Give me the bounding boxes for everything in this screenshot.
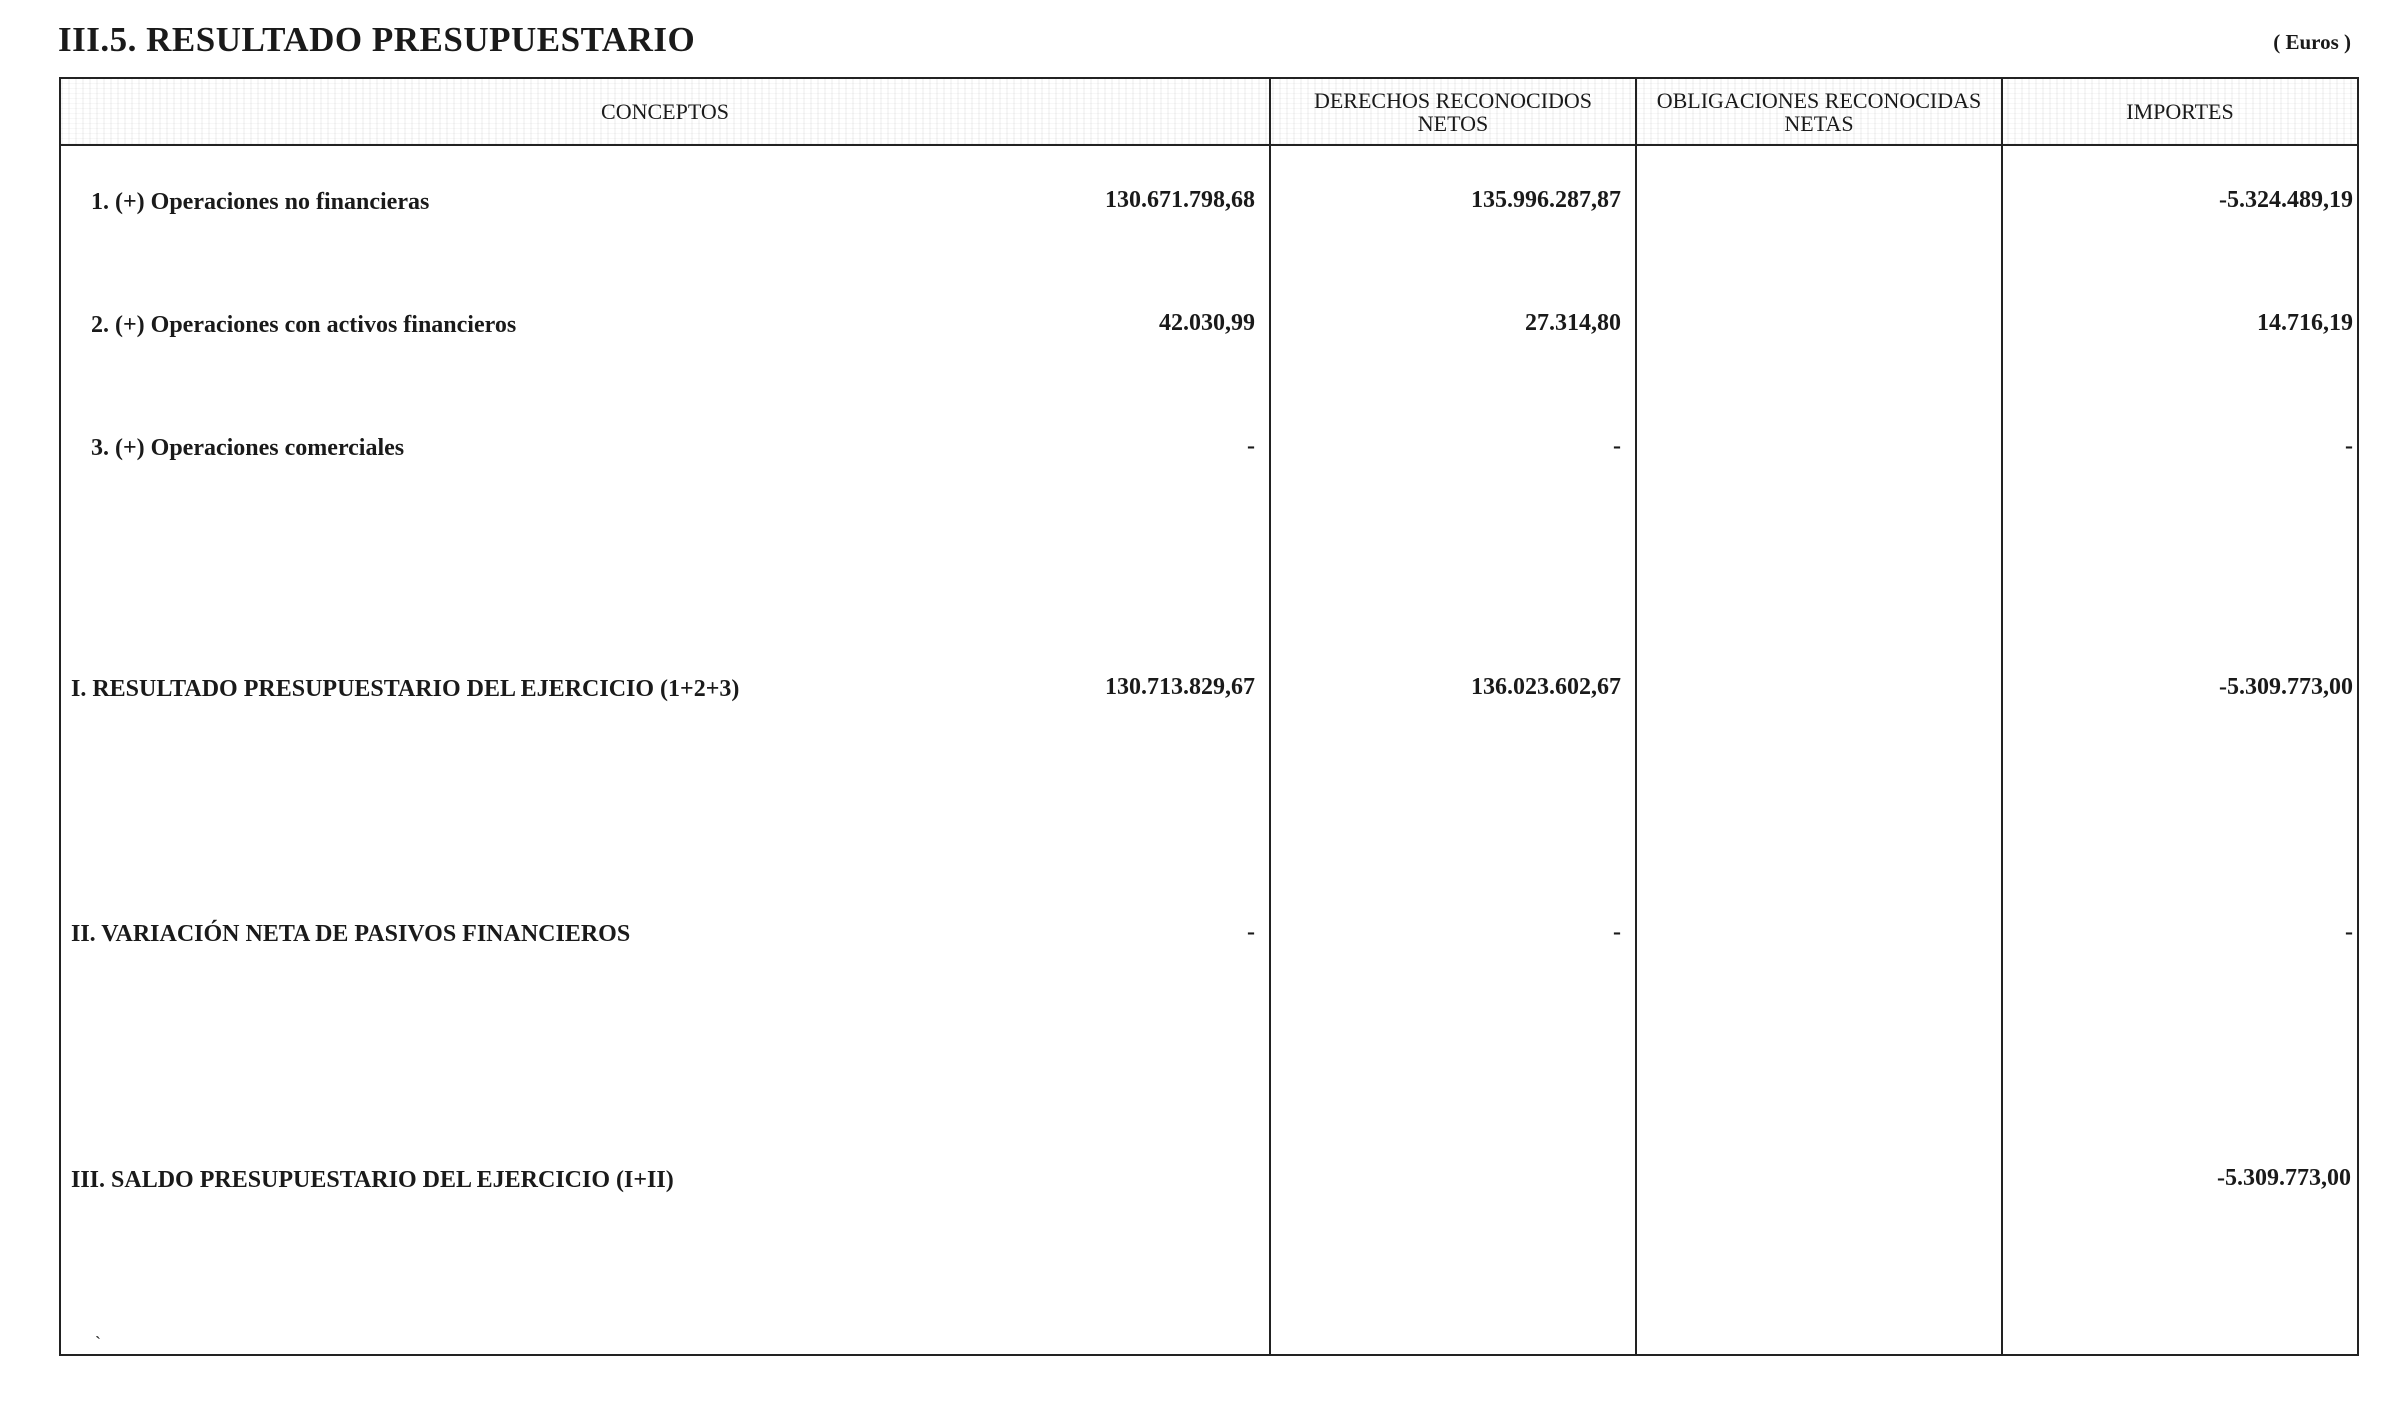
row-importe-value: -5.324.489,19: [2219, 187, 2353, 213]
row-concepto: 3. (+) Operaciones comerciales: [91, 435, 405, 461]
row-concepto: II. VARIACIÓN NETA DE PASIVOS FINANCIEROS: [71, 921, 631, 947]
row-obligaciones-value: 27.314,80: [1525, 310, 1621, 336]
column-header-importes-label: IMPORTES: [2126, 99, 2234, 124]
column-header-importes: [2003, 79, 2357, 144]
budget-result-table: [59, 77, 2359, 1356]
row-obligaciones-value: -: [1613, 433, 1621, 459]
row-derechos-value: -: [1247, 433, 1255, 459]
table-header-row: [61, 79, 2357, 146]
page-title: III.5. RESULTADO PRESUPUESTARIO: [58, 20, 696, 59]
column-divider: [2001, 79, 2003, 1354]
column-header-conceptos-label: CONCEPTOS: [601, 99, 729, 124]
row-obligaciones-value: -: [1613, 919, 1621, 945]
row-derechos-value: 130.671.798,68: [1105, 187, 1255, 213]
row-concepto: III. SALDO PRESUPUESTARIO DEL EJERCICIO (I+II): [71, 1167, 674, 1193]
row-importe-value: 14.716,19: [2257, 310, 2353, 336]
currency-unit-label: ( Euros ): [2273, 30, 2351, 54]
column-header-derechos-line2: NETOS: [1417, 110, 1489, 136]
row-concepto: 2. (+) Operaciones con activos financieros: [91, 312, 517, 338]
column-header-conceptos: [61, 79, 1269, 144]
column-divider: [1635, 79, 1637, 1354]
column-header-derechos-line1: DERECHOS RECONOCIDOS: [1313, 87, 1593, 113]
row-obligaciones-value: 136.023.602,67: [1471, 674, 1621, 700]
row-derechos-value: 130.713.829,67: [1105, 674, 1255, 700]
column-divider: [1269, 79, 1271, 1354]
row-derechos-value: -: [1247, 919, 1255, 945]
column-header-obligaciones: [1637, 79, 2001, 144]
row-importe-value: -: [2345, 919, 2353, 945]
row-concepto: 1. (+) Operaciones no financieras: [91, 189, 430, 215]
column-header-obligaciones-line1: OBLIGACIONES RECONOCIDAS: [1656, 87, 1982, 113]
row-derechos-value: 42.030,99: [1159, 310, 1255, 336]
scan-artifact-mark: ˏ: [95, 1319, 101, 1339]
column-header-derechos: [1271, 79, 1635, 144]
row-obligaciones-value: 135.996.287,87: [1471, 187, 1621, 213]
row-importe-value: -5.309.773,00: [2219, 674, 2353, 700]
column-header-obligaciones-line2: NETAS: [1784, 110, 1854, 136]
row-importe-value: -: [2345, 433, 2353, 459]
row-concepto: I. RESULTADO PRESUPUESTARIO DEL EJERCICIO (1+2+3): [71, 676, 740, 702]
row-importe-value: -5.309.773,00: [2217, 1165, 2351, 1191]
